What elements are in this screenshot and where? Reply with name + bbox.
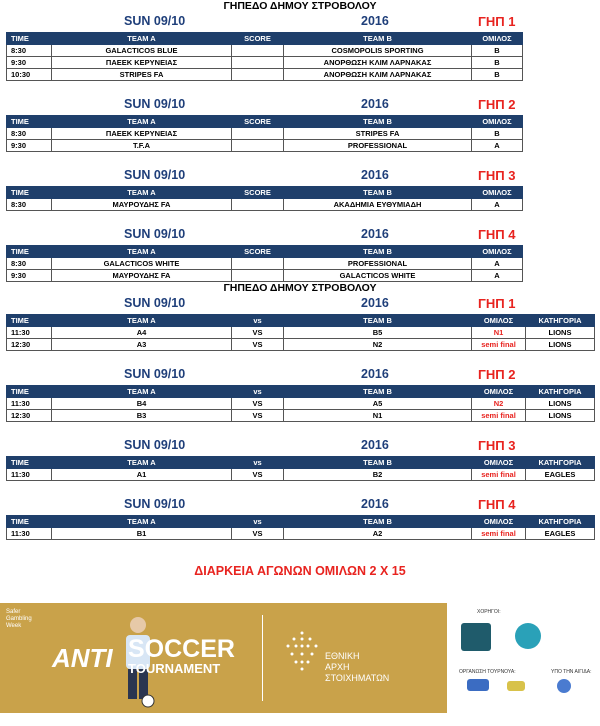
block-header [6, 95, 522, 115]
block-header [6, 495, 594, 515]
table-header-row [7, 187, 523, 199]
column-header: ΟΜΙΛΟΣ [472, 33, 523, 45]
fixture-block [6, 95, 522, 152]
authority-line-2: ΑΡΧΗ [325, 662, 350, 672]
table-cell: 8:30 [7, 128, 52, 140]
table-row [7, 469, 595, 481]
age-group-year: 2016 [361, 497, 389, 511]
table-cell: PROFESSIONAL [284, 258, 472, 270]
column-header: ΟΜΙΛΟΣ [472, 246, 523, 258]
banner-divider [262, 615, 263, 701]
table-header-row [7, 246, 523, 258]
table-cell: GALACTICOS BLUE [52, 45, 232, 57]
knockout-section [0, 294, 600, 554]
match-date: SUN 09/10 [124, 14, 186, 28]
column-header: ΚΑΤΗΓΟΡΙΑ [526, 516, 595, 528]
block-header [6, 365, 594, 385]
table-cell: ΜΑΥΡΟΥΔΗΣ FA [52, 199, 232, 211]
table-cell: STRIPES FA [52, 69, 232, 81]
column-header: vs [232, 457, 284, 469]
table-cell: EAGLES [526, 528, 595, 540]
column-header: TIME [7, 457, 52, 469]
tournament-word: TOURNAMENT [128, 661, 221, 676]
table-cell: LIONS [526, 339, 595, 351]
table-cell: 8:30 [7, 199, 52, 211]
match-date: SUN 09/10 [124, 97, 186, 111]
table-cell [232, 140, 284, 152]
table-cell: B [472, 57, 523, 69]
table-row [7, 398, 595, 410]
table-cell: VS [232, 398, 284, 410]
table-cell: B1 [52, 528, 232, 540]
table-header-row [7, 33, 523, 45]
column-header: vs [232, 516, 284, 528]
safer-line-1: Safer [6, 609, 21, 615]
table-cell: 9:30 [7, 140, 52, 152]
column-header: ΚΑΤΗΓΟΡΙΑ [526, 386, 595, 398]
column-header: TEAM B [284, 187, 472, 199]
table-cell: A3 [52, 339, 232, 351]
table-cell [232, 128, 284, 140]
block-header [6, 436, 594, 456]
authority-line-1: ΕΘΝΙΚΗ [325, 651, 360, 661]
table-cell: VS [232, 469, 284, 481]
table-cell: ΑΚΑΔΗΜΙΑ ΕΥΘΥΜΙΑΔΗ [284, 199, 472, 211]
fixture-table [6, 115, 523, 152]
match-date: SUN 09/10 [124, 438, 186, 452]
table-cell: 12:30 [7, 410, 52, 422]
table-cell [232, 45, 284, 57]
table-row [7, 258, 523, 270]
fixture-block [6, 294, 594, 351]
age-group-year: 2016 [361, 227, 389, 241]
table-row [7, 327, 595, 339]
column-header: TIME [7, 187, 52, 199]
table-cell: 8:30 [7, 258, 52, 270]
table-cell: N1 [284, 410, 472, 422]
national-betting-authority [325, 651, 389, 684]
sponsors-label: ΧΟΡΗΓΟΙ: [477, 609, 501, 615]
column-header: SCORE [232, 187, 284, 199]
age-group-year: 2016 [361, 296, 389, 310]
column-header: TIME [7, 315, 52, 327]
table-cell: ΠΑΕΕΚ ΚΕΡΥΝΕΙΑΣ [52, 128, 232, 140]
table-cell: 9:30 [7, 57, 52, 69]
column-header: ΚΑΤΗΓΟΡΙΑ [526, 457, 595, 469]
table-cell: A1 [52, 469, 232, 481]
table-cell: 10:30 [7, 69, 52, 81]
fixture-block [6, 225, 522, 282]
table-cell: B3 [52, 410, 232, 422]
table-cell: A4 [52, 327, 232, 339]
table-header-row [7, 457, 595, 469]
column-header: vs [232, 386, 284, 398]
organizer-label: ΟΡΓΑΝΩΣΗ ΤΟΥΡΝΟΥΑ: [459, 669, 516, 675]
fixture-table [6, 456, 595, 481]
column-header: ΚΑΤΗΓΟΡΙΑ [526, 315, 595, 327]
column-header: ΟΜΙΛΟΣ [472, 516, 526, 528]
spacer [0, 351, 600, 365]
column-header: ΟΜΙΛΟΣ [472, 457, 526, 469]
table-cell: semi final [472, 469, 526, 481]
table-row [7, 69, 523, 81]
table-cell: LIONS [526, 327, 595, 339]
table-row [7, 45, 523, 57]
table-cell: semi final [472, 339, 526, 351]
column-header: TEAM B [284, 246, 472, 258]
pitch-label: ΓΗΠ 1 [478, 14, 516, 29]
table-cell: A [472, 258, 523, 270]
group-stage-section [0, 12, 600, 282]
table-cell: A [472, 270, 523, 282]
table-row [7, 128, 523, 140]
table-cell: 8:30 [7, 45, 52, 57]
table-cell: ΠΑΕΕΚ ΚΕΡΥΝΕΙΑΣ [52, 57, 232, 69]
fixture-block [6, 495, 594, 540]
table-row [7, 140, 523, 152]
safer-gambling-logo [6, 609, 32, 630]
venue-title-2: ΓΗΠΕΔΟ ΔΗΜΟΥ ΣΤΡΟΒΟΛΟΥ [223, 282, 377, 294]
column-header: TEAM A [52, 315, 232, 327]
table-cell: COSMOPOLIS SPORTING [284, 45, 472, 57]
table-cell: T.F.A [52, 140, 232, 152]
fixture-table [6, 385, 595, 422]
table-cell: A [472, 199, 523, 211]
table-row [7, 199, 523, 211]
sponsor-logo-2 [515, 623, 541, 649]
table-cell: EAGLES [526, 469, 595, 481]
block-header [6, 225, 522, 245]
fixture-block [6, 12, 522, 81]
pitch-label: ΓΗΠ 2 [478, 97, 516, 112]
table-cell: VS [232, 327, 284, 339]
table-cell [232, 69, 284, 81]
column-header: TEAM A [52, 386, 232, 398]
organizer-logo [467, 679, 489, 691]
fixture-block [6, 365, 594, 422]
column-header: TIME [7, 246, 52, 258]
venue-title: ΓΗΠΕΔΟ ΔΗΜΟΥ ΣΤΡΟΒΟΛΟΥ [223, 0, 377, 12]
column-header: TEAM A [52, 246, 232, 258]
spacer [0, 152, 600, 166]
soccer-word: SOCCER [128, 635, 235, 663]
table-cell: A2 [284, 528, 472, 540]
spacer [0, 422, 600, 436]
table-row [7, 270, 523, 282]
table-cell: N2 [284, 339, 472, 351]
support-logo [557, 679, 571, 693]
table-cell [232, 258, 284, 270]
anti-logo: ANTI [52, 643, 113, 673]
table-cell: 11:30 [7, 327, 52, 339]
fixture-table [6, 515, 595, 540]
table-header-row [7, 315, 595, 327]
column-header: SCORE [232, 116, 284, 128]
spacer [0, 540, 600, 554]
table-cell [232, 57, 284, 69]
column-header: TEAM A [52, 516, 232, 528]
column-header: ΟΜΙΛΟΣ [472, 187, 523, 199]
pitch-label: ΓΗΠ 4 [478, 497, 516, 512]
table-cell: VS [232, 528, 284, 540]
column-header: TEAM A [52, 457, 232, 469]
table-cell: GALACTICOS WHITE [52, 258, 232, 270]
table-row [7, 339, 595, 351]
authority-emblem-icon [284, 629, 320, 673]
table-cell: ΑΝΟΡΘΩΣΗ ΚΛΙΜ ΛΑΡΝΑΚΑΣ [284, 69, 472, 81]
table-cell: semi final [472, 528, 526, 540]
table-cell: PROFESSIONAL [284, 140, 472, 152]
block-header [6, 294, 594, 314]
table-cell: 11:30 [7, 528, 52, 540]
column-header: TIME [7, 116, 52, 128]
column-header: ΟΜΙΛΟΣ [472, 315, 526, 327]
block-header [6, 12, 522, 32]
table-cell: 11:30 [7, 398, 52, 410]
table-row [7, 528, 595, 540]
table-cell: 11:30 [7, 469, 52, 481]
table-cell [232, 270, 284, 282]
authority-line-3: ΣΤΟΙΧΗΜΑΤΩΝ [325, 673, 390, 683]
match-date: SUN 09/10 [124, 367, 186, 381]
match-date: SUN 09/10 [124, 296, 186, 310]
table-cell: 12:30 [7, 339, 52, 351]
column-header: TEAM A [52, 33, 232, 45]
table-cell: LIONS [526, 398, 595, 410]
age-group-year: 2016 [361, 438, 389, 452]
column-header: TEAM B [284, 33, 472, 45]
table-cell: VS [232, 339, 284, 351]
column-header: TEAM A [52, 187, 232, 199]
table-cell: STRIPES FA [284, 128, 472, 140]
fixture-block [6, 166, 522, 211]
organizer-logo-2 [507, 681, 525, 691]
table-cell [232, 199, 284, 211]
table-cell: A [472, 140, 523, 152]
table-header-row [7, 516, 595, 528]
safer-line-3: Week [6, 623, 22, 629]
table-row [7, 410, 595, 422]
column-header: TEAM B [284, 457, 472, 469]
column-header: ΟΜΙΛΟΣ [472, 386, 526, 398]
age-group-year: 2016 [361, 168, 389, 182]
table-cell: ΑΝΟΡΘΩΣΗ ΚΛΙΜ ΛΑΡΝΑΚΑΣ [284, 57, 472, 69]
column-header: TIME [7, 33, 52, 45]
age-group-year: 2016 [361, 97, 389, 111]
duration-note: ΔΙΑΡΚΕΙΑ ΑΓΩΝΩΝ ΟΜΙΛΩΝ 2 Χ 15 [194, 564, 406, 578]
column-header: vs [232, 315, 284, 327]
table-cell: B2 [284, 469, 472, 481]
table-cell: 9:30 [7, 270, 52, 282]
table-cell: B [472, 45, 523, 57]
fixture-table [6, 245, 523, 282]
pitch-label: ΓΗΠ 2 [478, 367, 516, 382]
column-header: TEAM B [284, 116, 472, 128]
column-header: SCORE [232, 246, 284, 258]
spacer [0, 81, 600, 95]
column-header: TEAM B [284, 516, 472, 528]
spacer [0, 481, 600, 495]
match-date: SUN 09/10 [124, 227, 186, 241]
table-cell: N1 [472, 327, 526, 339]
column-header: ΟΜΙΛΟΣ [472, 116, 523, 128]
match-date: SUN 09/10 [124, 497, 186, 511]
safer-line-2: Gambling [6, 616, 32, 622]
pitch-label: ΓΗΠ 4 [478, 227, 516, 242]
table-header-row [7, 116, 523, 128]
support-label: ΥΠΟ ΤΗΝ ΑΙΓΙΔΑ: [551, 669, 592, 675]
fixture-table [6, 186, 523, 211]
column-header: TEAM B [284, 386, 472, 398]
pitch-label: ΓΗΠ 3 [478, 168, 516, 183]
age-group-year: 2016 [361, 367, 389, 381]
pitch-label: ΓΗΠ 3 [478, 438, 516, 453]
fixture-table [6, 32, 523, 81]
column-header: TIME [7, 516, 52, 528]
match-date: SUN 09/10 [124, 168, 186, 182]
table-cell: VS [232, 410, 284, 422]
age-group-year: 2016 [361, 14, 389, 28]
table-cell: B5 [284, 327, 472, 339]
table-cell: B [472, 69, 523, 81]
table-cell: B [472, 128, 523, 140]
column-header: SCORE [232, 33, 284, 45]
table-cell: B4 [52, 398, 232, 410]
sponsors-panel [447, 603, 600, 713]
column-header: TEAM A [52, 116, 232, 128]
table-cell: ΜΑΥΡΟΥΔΗΣ FA [52, 270, 232, 282]
table-row [7, 57, 523, 69]
table-cell: LIONS [526, 410, 595, 422]
spacer [0, 211, 600, 225]
table-cell: semi final [472, 410, 526, 422]
table-cell: GALACTICOS WHITE [284, 270, 472, 282]
table-header-row [7, 386, 595, 398]
sponsor-logo-1 [461, 623, 491, 651]
table-cell: N2 [472, 398, 526, 410]
fixture-table [6, 314, 595, 351]
table-cell: A5 [284, 398, 472, 410]
block-header [6, 166, 522, 186]
column-header: TIME [7, 386, 52, 398]
fixture-block [6, 436, 594, 481]
pitch-label: ΓΗΠ 1 [478, 296, 516, 311]
column-header: TEAM B [284, 315, 472, 327]
